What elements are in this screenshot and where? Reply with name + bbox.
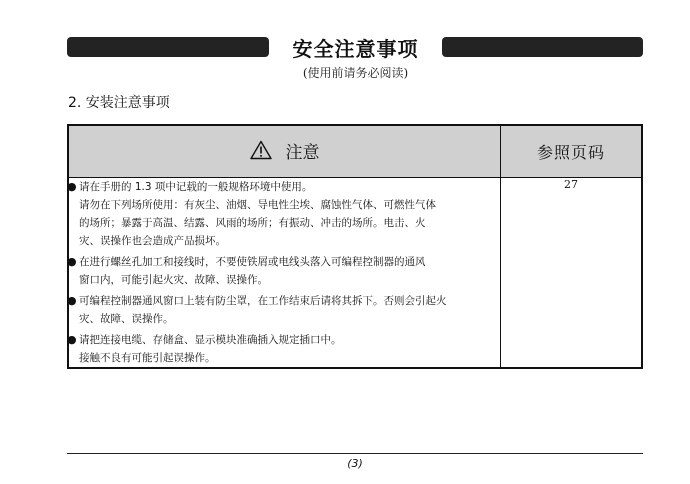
item-line: 接触不良有可能引起误操作。	[79, 352, 216, 364]
list-item	[69, 331, 500, 367]
list-item	[69, 292, 500, 328]
bullet-icon: ●	[67, 255, 77, 268]
warning-triangle-icon	[250, 140, 272, 160]
page-ref-value: 27	[501, 178, 643, 369]
list-item	[69, 178, 500, 250]
item-line: 窗口内，可能引起火灾、故障、误操作。	[79, 274, 268, 286]
item-line: 可编程控制器通风窗口上装有防尘罩，在工作结束后请将其拆下。否则会引起火	[79, 295, 447, 307]
caution-header	[68, 125, 501, 178]
item-line: 灾、误操作也会造成产品损坏。	[79, 235, 226, 247]
item-line: 灾、故障、误操作。	[79, 313, 174, 325]
page-ref-header: 参照页码	[501, 125, 643, 178]
caution-header-label: 注意	[285, 142, 320, 163]
item-line: 请在手册的 1.3 项中记载的一般规格环境中使用。	[79, 181, 313, 193]
list-item	[69, 253, 500, 289]
item-line: 在进行螺丝孔加工和接线时，不要使铁屑或电线头落入可编程控制器的通风	[79, 256, 426, 268]
bullet-icon: ●	[67, 294, 77, 307]
header-bar-right	[442, 37, 643, 57]
section-title: 2. 安装注意事项	[68, 95, 170, 111]
caution-content	[68, 178, 501, 369]
footer-divider	[67, 453, 643, 454]
page-subtitle: (使用前请务必阅读)	[302, 66, 409, 80]
caution-table	[67, 124, 643, 369]
item-line: 的场所；暴露于高温、结露、风雨的场所；有振动、冲击的场所。电击、火	[79, 217, 426, 229]
bullet-icon: ●	[67, 333, 77, 346]
item-line: 请勿在下列场所使用：有灰尘、油烟、导电性尘埃、腐蚀性气体、可燃性气体	[79, 199, 436, 211]
page-number: (3)	[347, 457, 363, 470]
page-title: 安全注意事项	[292, 37, 419, 61]
header-bar-left	[67, 37, 269, 57]
bullet-icon: ●	[67, 180, 77, 193]
item-line: 请把连接电缆、存储盒、显示模块准确插入规定插口中。	[79, 334, 342, 346]
table-header-row	[68, 125, 642, 178]
table-row	[68, 178, 642, 369]
